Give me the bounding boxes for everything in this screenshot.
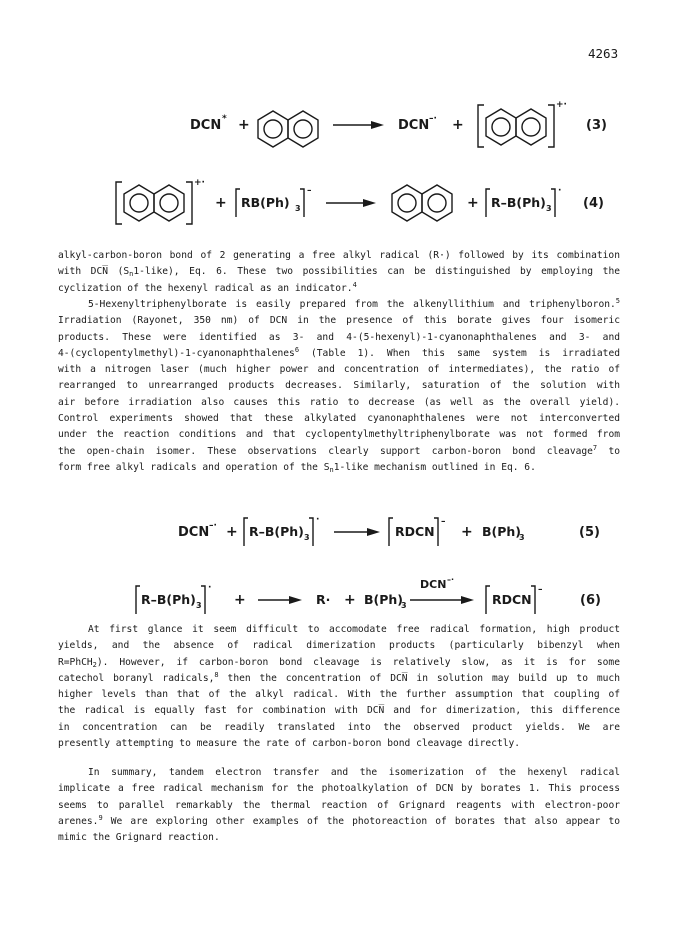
reaction-arrow — [410, 596, 474, 604]
eq4-number: (4) — [583, 196, 604, 211]
paragraph-4 — [58, 765, 620, 846]
bracket-right — [201, 586, 205, 614]
equation-6-graphic — [0, 574, 680, 624]
text-line: implicate a free radical mechanism for the photoalkylation of DCN by borates 1. This process — [58, 783, 620, 795]
bracket-right — [551, 189, 555, 217]
equation-3-graphic — [0, 95, 680, 155]
text-line: In summary, tandem electron transfer and the isomerization of the hexenyl radical — [88, 767, 620, 778]
eq5-product: RDCN — [395, 524, 435, 539]
reaction-arrow — [326, 199, 376, 207]
eq3-plus-1: + — [238, 117, 250, 133]
eq6-plus-1: + — [234, 592, 246, 608]
naphthalene-icon — [392, 185, 452, 221]
bracket-left — [244, 518, 248, 546]
eq6-arrow-label-sup: –· — [447, 575, 455, 584]
bracket-right — [548, 105, 554, 147]
text-line: form free alkyl radicals and operation of the $S_n1$-like mechanism outlined in Eq. 6. — [58, 461, 536, 474]
eq6-arrow-label: DCN — [420, 578, 447, 591]
text-line: seems to parallel remarkably the thermal reaction of Grignard reagents with electron-poor — [58, 799, 620, 811]
text-line: rearranged to unrearranged products decreases. Similarly, saturation of the solution with — [58, 380, 620, 392]
text-line: alkyl-carbon-boron bond of 2 generating a free alkyl radical (R·) followed by its combination — [58, 250, 620, 261]
page-number: 4263 — [588, 46, 619, 61]
text-line: 4-(cyclopentylmethyl)-1-cyanonaphthalenes$^6$ (Table 1). When this same system is irradiated — [58, 345, 620, 359]
text-line: the open-chain isomer. These observations clearly support carbon-boron bond cleavage$^7$ to — [58, 443, 620, 457]
eq6-product-sup: – — [538, 585, 543, 595]
text-line: cyclization of the hexenyl radical as an indicator.$^4$ — [58, 280, 357, 294]
eq4-borate: RB(Ph) — [241, 195, 290, 210]
eq3-cation-sup: +· — [556, 100, 567, 110]
text-line: R=PhCH$_2$). However, if carbon-boron bond cleavage is relatively slow, as it is for some — [58, 656, 620, 669]
text-line: arenes.$^9$ We are exploring other examples of the photoreaction of borates that also appear to — [58, 813, 620, 827]
paragraph-2 — [58, 297, 620, 476]
eq6-product: RDCN — [492, 592, 532, 607]
bracket-right — [309, 518, 313, 546]
eq6-boranyl-sup: · — [208, 583, 212, 593]
eq5-boranyl-sub: 3 — [304, 533, 310, 542]
bracket-left — [116, 182, 122, 224]
text-line: with a nitrogen laser (much higher power and concentration of intermediates), the ratio of — [58, 364, 620, 376]
eq3-dcn-anion: DCN — [398, 118, 430, 133]
text-line: Control experiments showed that these alkylated cyanonaphthalenes were not interconverted — [58, 413, 620, 425]
text-line: presently attempting to measure the rate of carbon-boron bond cleavage directly. — [58, 738, 521, 750]
eq6-borane-sub: 3 — [401, 601, 407, 610]
equation-5-graphic — [0, 508, 680, 558]
eq5-anion-sup: –· — [209, 521, 217, 531]
text-line: At first glance it seem difficult to accomodate free radical formation, high product — [88, 624, 620, 635]
bracket-left — [389, 518, 393, 546]
eq5-borane: B(Ph) — [482, 524, 522, 539]
eq6-number: (6) — [580, 593, 601, 608]
eq4-plus-1: + — [215, 195, 227, 211]
eq6-boranyl: R–B(Ph) — [141, 592, 196, 607]
eq6-borane: B(Ph) — [364, 592, 404, 607]
citation: 7 — [592, 443, 598, 452]
eq3-number: (3) — [586, 118, 607, 133]
eq3-plus-2: + — [452, 117, 464, 133]
equation-3 — [0, 95, 680, 155]
naphthalene-icon — [258, 111, 318, 147]
eq4-borate-sub: 3 — [295, 204, 301, 213]
text-line: in concentration can be readily translated into the observed product yields. We are — [58, 721, 620, 733]
bracket-left — [478, 105, 484, 147]
eq5-borane-sub: 3 — [519, 533, 525, 542]
text-line: 5-Hexenyltriphenylborate is easily prepared from the alkenyllithium and triphenylboron.$^5$ — [88, 297, 620, 310]
citation: 6 — [294, 345, 300, 354]
eq5-plus-1: + — [226, 524, 238, 540]
equation-5 — [0, 508, 680, 568]
eq4-borate-sup: – — [307, 186, 312, 196]
bracket-left — [486, 586, 490, 614]
eq4-cation-sup: +· — [194, 178, 205, 188]
naphthalene-icon — [124, 185, 184, 221]
citation: 9 — [98, 813, 103, 822]
bracket-left — [236, 189, 240, 217]
eq3-dcn-star: DCN — [190, 118, 222, 133]
citation: 8 — [214, 670, 219, 679]
eq5-dcn-anion: DCN — [178, 525, 210, 540]
eq5-boranyl: R–B(Ph) — [249, 524, 304, 539]
eq4-boranyl: R–B(Ph) — [491, 195, 546, 210]
equation-4 — [0, 173, 680, 233]
reaction-arrow — [258, 596, 302, 604]
eq3-star-sup: * — [222, 114, 227, 124]
text-line: higher levels than that of the alkyl radical. With the further assumption that coupling of — [58, 689, 620, 701]
eq6-boranyl-sub: 3 — [196, 601, 202, 610]
eq5-plus-2: + — [461, 524, 473, 540]
text-line: mimic the Grignard reaction. — [58, 832, 220, 844]
text-line: catechol boranyl radicals,$^8$ then the concentration of DCN̅ in solution may build up to much — [58, 670, 620, 684]
bracket-left — [136, 586, 140, 614]
bracket-left — [486, 189, 490, 217]
eq4-plus-2: + — [467, 195, 479, 211]
eq3-anion-sup: –· — [429, 114, 437, 124]
text-line: with DCN̅ $(S_n1-like)$, Eq. 6. These two possibilities can be distinguished by employing the — [58, 266, 620, 279]
eq5-boranyl-sup: · — [316, 515, 320, 525]
equation-4-graphic — [0, 173, 680, 233]
eq6-radical: R· — [316, 592, 331, 607]
text-line: Irradiation (Rayonet, 350 nm) of DCN in the presence of this borate gives four isomeric — [58, 315, 620, 327]
naphthalene-icon — [486, 109, 546, 145]
eq4-boranyl-sup: · — [558, 186, 562, 196]
text-line: yields, and the absence of radical dimerization products (particularly bibenzyl when — [58, 640, 620, 652]
citation: 5 — [615, 297, 620, 305]
reaction-arrow — [333, 121, 384, 129]
eq5-product-sup: – — [441, 517, 446, 527]
text-line: products. These were identified as 3- and 4-(5-hexenyl)-1-cyanonaphthalenes and 3- and — [58, 331, 620, 343]
citation: 4 — [352, 280, 357, 289]
text-line: under the reaction conditions and that cyclopentylmethyltriphenylborate was not formed from — [58, 429, 620, 441]
bracket-right — [186, 182, 192, 224]
bracket-right — [300, 189, 304, 217]
reaction-arrow — [334, 528, 380, 536]
paragraph-1 — [58, 248, 620, 297]
text-line: air before irradiation also causes this ratio to decrease (as well as the overall yield). — [58, 396, 620, 408]
paragraph-3 — [58, 622, 620, 752]
eq4-boranyl-sub: 3 — [546, 204, 552, 213]
eq5-number: (5) — [579, 525, 600, 540]
text-line: the radical is equally fast for combination with DCN̅ and for dimerization, this difference — [58, 705, 620, 717]
eq6-plus-2: + — [344, 592, 356, 608]
